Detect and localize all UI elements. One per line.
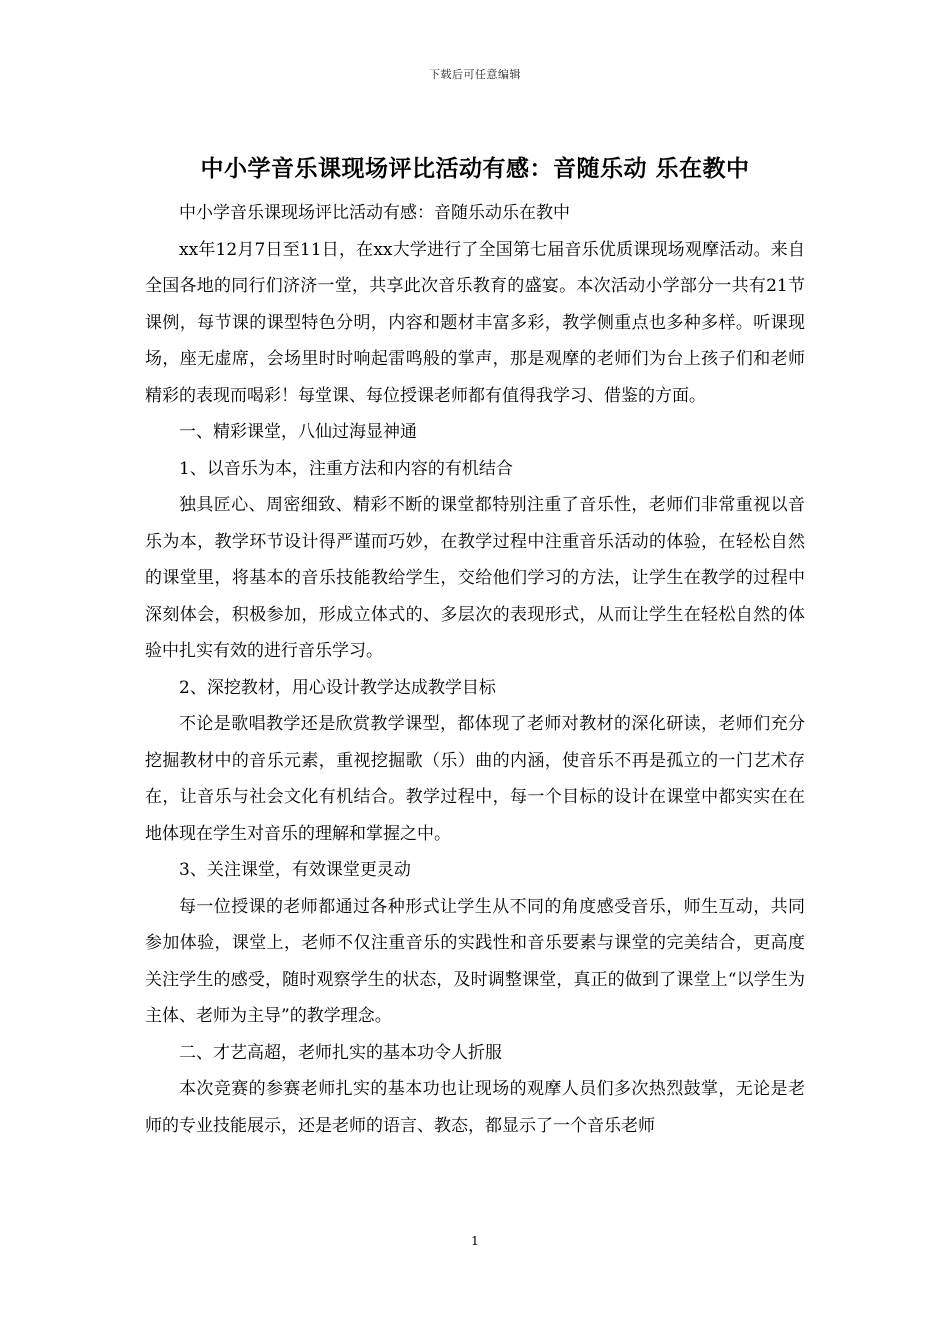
body-paragraph: 每一位授课的老师都通过各种形式让学生从不同的角度感受音乐，师生互动，共同参加体验，课堂上，老师不仅注重音乐的实践性和音乐要素与课堂的完美结合，更高度关注学生的感受，随时观察学生的状态，及时调整课堂，真正的做到了课堂上“以学生为主体、老师为主导”的教学理念。 <box>145 896 805 1026</box>
section-heading-2: 二、才艺高超，老师扎实的基本功令人折服 <box>179 1042 502 1063</box>
section-heading-1: 一、精彩课堂，八仙过海显神通 <box>179 422 417 442</box>
header-note: 下载后可任意编辑 <box>429 68 521 81</box>
subtitle-paragraph: 中小学音乐课现场评比活动有感：音随乐动乐在教中 <box>179 203 570 223</box>
intro-paragraph: xx年12月7日至11日，在xx大学进行了全国第七届音乐优质课现场观摩活动。来自全国各地的同行们济济一堂，共享此次音乐教育的盛宴。本次活动小学部分一共有21节课例，每节课的课型特色分明，内容和题材丰富多彩，教学侧重点也多种多样。听课现场，座无虚席，会场里时时响起雷鸣般的掌声，那是观摩的老师们为台上孩子们和老师精彩的表现而喝彩！每堂课、每位授课老师都有值得我学习、借鉴的方面。 <box>145 239 805 406</box>
subsection-heading-2: 2、深挖教材，用心设计教学达成教学目标 <box>179 677 496 698</box>
document-body <box>145 195 805 1144</box>
body-paragraph: 独具匠心、周密细致、精彩不断的课堂都特别注重了音乐性，老师们非常重视以音乐为本，教学环节设计得严谨而巧妙，在教学过程中注重音乐活动的体验，在轻松自然的课堂里，将基本的音乐技能教给学生，交给他们学习的方法，让学生在教学的过程中深刻体会，积极参加，形成立体式的、多层次的表现形式，从而让学生在轻松自然的体验中扎实有效的进行音乐学习。 <box>145 495 805 661</box>
document-title: 中小学音乐课现场评比活动有感：音随乐动 乐在教中 <box>200 156 750 182</box>
page-number: 1 <box>471 1234 479 1248</box>
body-paragraph: 本次竞赛的参赛老师扎实的基本功也让现场的观摩人员们多次热烈鼓掌，无论是老师的专业技能展示，还是老师的语言、教态，都显示了一个音乐老师 <box>145 1079 805 1136</box>
body-paragraph: 不论是歌唱教学还是欣赏教学课型，都体现了老师对教材的深化研读，老师们充分挖掘教材中的音乐元素，重视挖掘歌（乐）曲的内涵，使音乐不再是孤立的一门艺术存在，让音乐与社会文化有机结合。教学过程中，每一个目标的设计在课堂中都实实在在地体现在学生对音乐的理解和掌握之中。 <box>145 714 805 844</box>
subsection-heading-1: 1、以音乐为本，注重方法和内容的有机结合 <box>179 458 513 479</box>
subsection-heading-3: 3、关注课堂，有效课堂更灵动 <box>179 860 411 880</box>
